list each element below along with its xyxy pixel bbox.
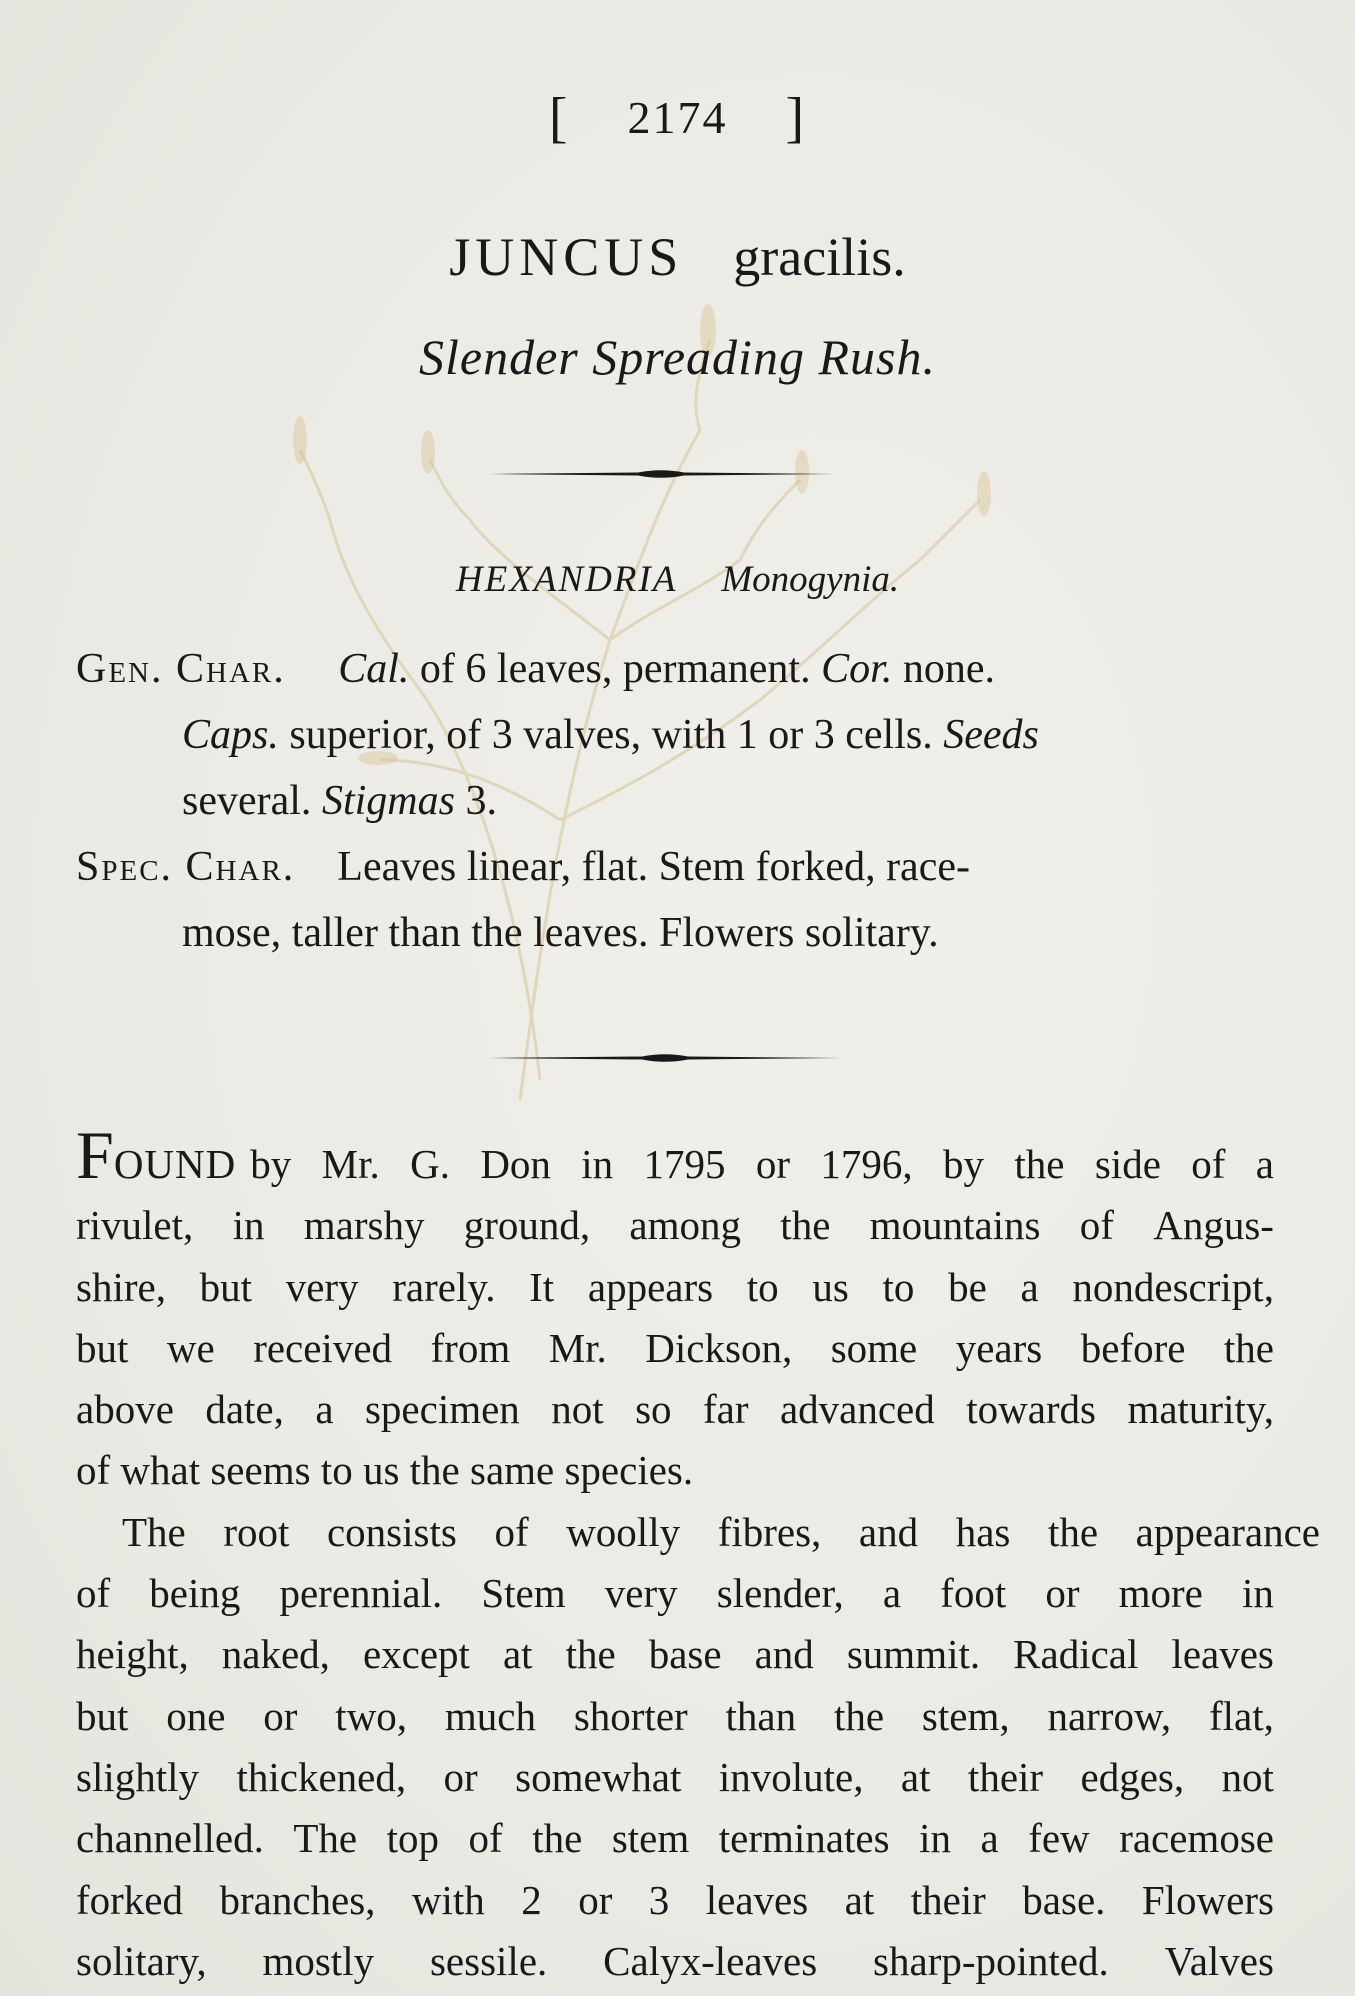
species-epithet: gracilis. — [733, 227, 906, 287]
text-line: but one or two, much shorter than the stem, narrow, flat, — [76, 1692, 1274, 1739]
gen-char-line: Caps. superior, of 3 valves, with 1 or 3 cells. Seeds — [182, 712, 1039, 758]
description-text — [76, 1117, 1320, 1992]
common-name: Slender Spreading Rush. — [419, 329, 936, 385]
text-line: above date, a specimen not so far advanced towards maturity, — [76, 1386, 1274, 1433]
page-number — [0, 86, 1355, 150]
text-line: of being perennial. Stem very slender, a foot or more in — [76, 1570, 1274, 1617]
text-line: height, naked, except at the base and summit. Radical leaves — [76, 1631, 1274, 1678]
text-line: shire, but very rarely. It appears to us to be a nondescript, — [76, 1263, 1274, 1310]
text-line: rivulet, in marshy ground, among the mountains of Angus- — [76, 1202, 1274, 1249]
class-name: HEXANDRIA — [455, 559, 678, 600]
gen-char-line: Gen. Char. Cal. of 6 leaves, permanent. Cor. none. — [76, 646, 995, 692]
gen-char-line: several. Stigmas 3. — [182, 778, 497, 824]
spec-char-line: Spec. Char. Leaves linear, flat. Stem forked, race- — [76, 844, 970, 890]
text-line: forked branches, with 2 or 3 leaves at their base. Flowers — [76, 1876, 1274, 1923]
drop-cap: F — [76, 1117, 114, 1193]
ornamental-divider-bottom — [488, 1050, 842, 1066]
text-line: solitary, mostly sessile. Calyx-leaves sharp-pointed. Valves — [76, 1937, 1274, 1984]
genus-name: JUNCUS — [449, 227, 684, 287]
ornamental-divider-top — [488, 466, 834, 482]
species-title — [0, 226, 1355, 288]
spec-char-label: Spec. Char. — [76, 844, 296, 890]
page-number-value: 2174 — [627, 92, 728, 143]
text-line: FOUND by Mr. G. Don in 1795 or 1796, by the side of a — [76, 1117, 1274, 1193]
text-line: channelled. The top of the stem terminates in a few racemose — [76, 1815, 1274, 1862]
bracket-open: [ — [548, 87, 570, 149]
gen-char-label: Gen. Char. — [76, 646, 286, 692]
spec-char-line: mose, taller than the leaves. Flowers solitary. — [182, 910, 939, 956]
generic-character — [76, 636, 1276, 966]
linnaean-classification — [0, 558, 1355, 601]
text-line: but we received from Mr. Dickson, some years before the — [76, 1324, 1274, 1371]
order-name: Monogynia. — [721, 559, 900, 600]
text-line: of what seems to us the same species. — [76, 1447, 694, 1494]
text-line: The root consists of woolly fibres, and has the appearance — [122, 1508, 1320, 1555]
bracket-close: ] — [785, 87, 807, 149]
text-line: slightly thickened, or somewhat involute, at their edges, not — [76, 1753, 1274, 1800]
